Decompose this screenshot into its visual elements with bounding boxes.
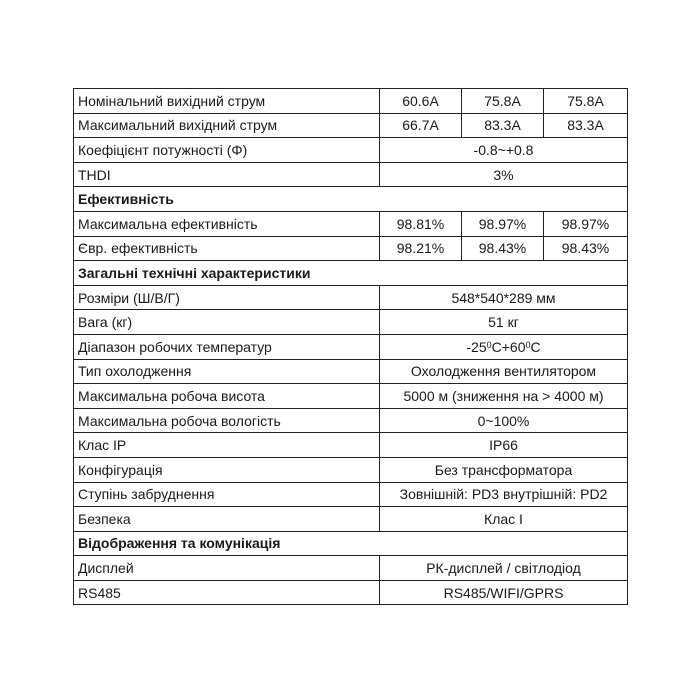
row-value: 0~100%	[380, 408, 628, 433]
row-label: Дисплей	[74, 556, 380, 581]
row-value: -0.8~+0.8	[380, 138, 628, 163]
row-label: Конфігурація	[74, 457, 380, 482]
row-value: 51 кг	[380, 310, 628, 335]
table-row	[74, 384, 628, 409]
row-label: Максимальний вихідний струм	[74, 113, 380, 138]
row-label: Діапазон робочих температур	[74, 334, 380, 359]
row-value: IP66	[380, 433, 628, 458]
row-label: RS485	[74, 580, 380, 605]
table-row	[74, 359, 628, 384]
table-row	[74, 482, 628, 507]
section-header-row	[74, 261, 628, 286]
table-row	[74, 211, 628, 236]
table-row	[74, 138, 628, 163]
row-value: 66.7A	[380, 113, 462, 138]
row-value: 75.8A	[544, 89, 628, 114]
table-row	[74, 556, 628, 581]
row-label: Максимальна робоча вологість	[74, 408, 380, 433]
row-label: Клас IP	[74, 433, 380, 458]
row-value: Клас I	[380, 507, 628, 532]
row-value: РК-дисплей / світлодіод	[380, 556, 628, 581]
section-title: Ефективність	[74, 187, 628, 212]
row-value: 98.81%	[380, 211, 462, 236]
row-value: Охолодження вентилятором	[380, 359, 628, 384]
row-value: 3%	[380, 162, 628, 187]
row-label: Коефіцієнт потужності (Φ)	[74, 138, 380, 163]
table-row	[74, 457, 628, 482]
row-label: Номінальний вихідний струм	[74, 89, 380, 114]
row-value: 83.3A	[462, 113, 544, 138]
spec-table	[73, 88, 628, 605]
row-value: Зовнішній: PD3 внутрішній: PD2	[380, 482, 628, 507]
row-label: Євр. ефективність	[74, 236, 380, 261]
section-title: Загальні технічні характеристики	[74, 261, 628, 286]
table-row	[74, 236, 628, 261]
section-header-row	[74, 531, 628, 556]
temp-unit: C	[530, 338, 541, 355]
degree-mark: 0	[486, 339, 492, 350]
table-row	[74, 408, 628, 433]
temperature-range-value	[380, 334, 628, 359]
row-label: Максимальна робоча висота	[74, 384, 380, 409]
row-value: 83.3A	[544, 113, 628, 138]
row-label: Ступінь забруднення	[74, 482, 380, 507]
temp-min: -25	[466, 338, 487, 355]
row-value: 75.8A	[462, 89, 544, 114]
table-row	[74, 113, 628, 138]
table-row	[74, 89, 628, 114]
row-value: RS485/WIFI/GPRS	[380, 580, 628, 605]
row-value: 60.6A	[380, 89, 462, 114]
row-label: Безпека	[74, 507, 380, 532]
table-row	[74, 162, 628, 187]
table-row	[74, 310, 628, 335]
row-label: Максимальна ефективність	[74, 211, 380, 236]
row-value: 98.43%	[462, 236, 544, 261]
section-title: Відображення та комунікація	[74, 531, 628, 556]
row-value: 98.97%	[462, 211, 544, 236]
row-label: Розміри (Ш/В/Г)	[74, 285, 380, 310]
row-value: Без трансформатора	[380, 457, 628, 482]
table-row	[74, 507, 628, 532]
row-value: 98.97%	[544, 211, 628, 236]
degree-mark: 0	[525, 339, 531, 350]
table-row	[74, 285, 628, 310]
row-value: 98.43%	[544, 236, 628, 261]
row-value: 548*540*289 мм	[380, 285, 628, 310]
row-value: 5000 м (зниження на > 4000 м)	[380, 384, 628, 409]
section-header-row	[74, 187, 628, 212]
table-row	[74, 334, 628, 359]
row-label: Вага (кг)	[74, 310, 380, 335]
table-row	[74, 433, 628, 458]
table-row	[74, 580, 628, 605]
temp-mid: C+60	[491, 338, 526, 355]
row-label: Тип охолодження	[74, 359, 380, 384]
row-label: THDI	[74, 162, 380, 187]
row-value: 98.21%	[380, 236, 462, 261]
